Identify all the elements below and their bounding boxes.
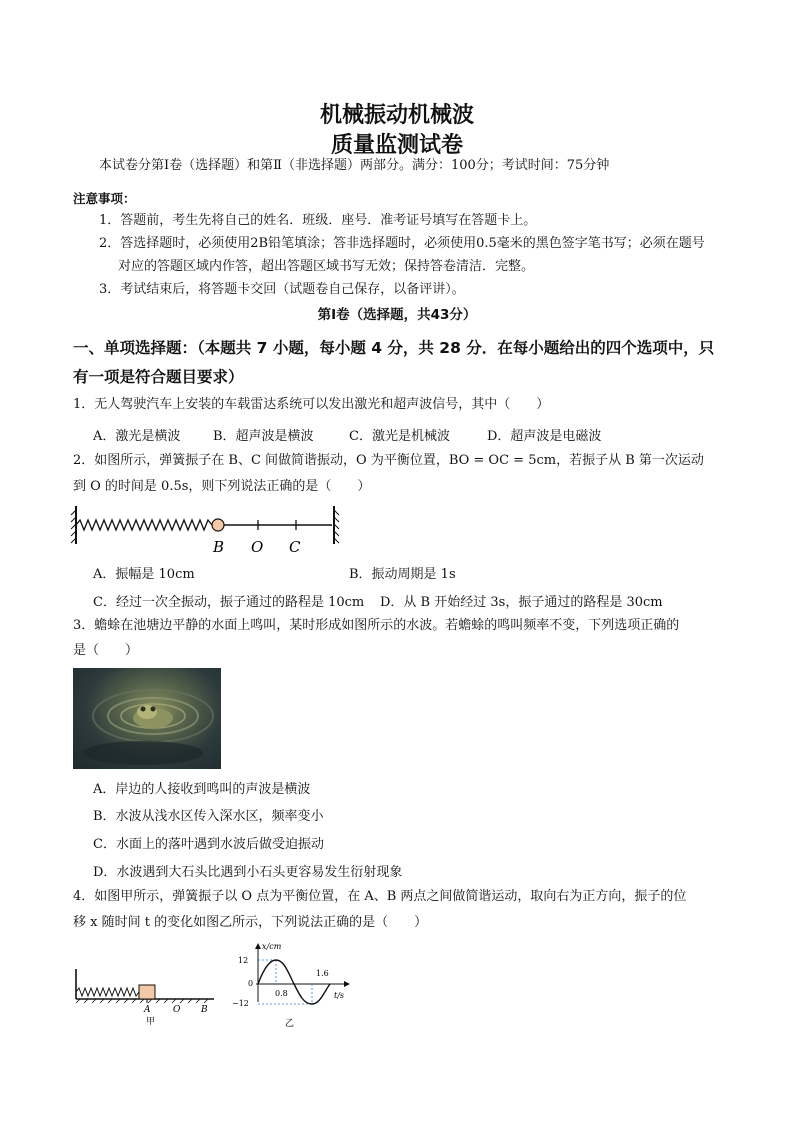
oscillator-ball — [212, 519, 224, 531]
notice-item: 2．答选择题时，必须使用2B铅笔填涂；答非选择题时，必须使用0.5毫米的黑色签字笔书写；必须在题号 — [99, 236, 705, 251]
q1-option-c: C．激光是机械波 — [349, 429, 450, 444]
figure-jia — [70, 965, 220, 1027]
q3-option-c: C．水面上的落叶遇到水波后做受迫振动 — [93, 837, 324, 852]
notice-item: 1．答题前，考生先将自己的姓名．班级．座号．准考证号填写在答题卡上。 — [99, 213, 537, 228]
q1-option-b: B．超声波是横波 — [213, 429, 314, 444]
section-heading-cont: 有一项是符合题目要求） — [73, 368, 244, 386]
notice-heading: 注意事项： — [73, 191, 136, 206]
q2-option-b: B．振动周期是 1s — [349, 567, 456, 582]
exam-info: 本试卷分第Ⅰ卷（选择题）和第Ⅱ（非选择题）两部分。满分：100分；考试时间：75分钟 — [99, 158, 610, 173]
title-line-1: 机械振动机械波 — [319, 103, 474, 128]
y-tick-neg12: −12 — [232, 999, 249, 1008]
part1-heading: 第Ⅰ卷（选择题，共43分） — [317, 307, 477, 323]
title-line-2: 质量监测试卷 — [330, 133, 463, 158]
y-axis-label: x/cm — [262, 942, 282, 951]
label-c: C — [289, 538, 301, 556]
q3-stem: 3．蟾蜍在池塘边平静的水面上鸣叫，某时形成如图所示的水波。若蟾蜍的鸣叫频率不变，下列选项正确的 — [73, 618, 680, 633]
q2-option-d: D．从 B 开始经过 3s，振子通过的路程是 30cm — [380, 595, 663, 610]
x-tick-1.6: 1.6 — [316, 969, 329, 978]
q4-stem: 4．如图甲所示，弹簧振子以 O 点为平衡位置，在 A、B 两点之间做简谐运动，取向右为正方向，振子的位 — [73, 889, 687, 904]
q3-option-a: A．岸边的人接收到鸣叫的声波是横波 — [93, 782, 311, 797]
spring-oscillator-figure — [70, 500, 350, 558]
q1-option-a: A．激光是横波 — [93, 429, 181, 444]
label-b: B — [201, 1005, 208, 1015]
q2-stem: 2．如图所示，弹簧振子在 B、C 间做简谐振动，O 为平衡位置，BO = OC = 5cm，若振子从 B 第一次运动 — [73, 453, 704, 468]
q2-option-c: C．经过一次全振动，振子通过的路程是 10cm — [93, 595, 365, 610]
q1-option-d: D．超声波是电磁波 — [487, 429, 602, 444]
label-a: A — [144, 1005, 151, 1015]
label-b: B — [213, 538, 225, 556]
y-tick-0: 0 — [248, 979, 254, 988]
q3-stem-cont: 是（ ） — [73, 643, 139, 658]
y-tick-12: 12 — [238, 956, 249, 965]
q4-stem-cont: 移 x 随时间 t 的变化如图乙所示，下列说法正确的是（ ） — [73, 915, 428, 930]
notice-item: 对应的答题区域内作答，超出答题区域书写无效；保持答卷清洁．完整。 — [118, 259, 535, 274]
notice-item: 3．考试结束后，将答题卡交回（试题卷自己保存，以备评讲）。 — [99, 282, 465, 297]
toad-in-pond-photo — [73, 668, 221, 769]
q3-option-d: D．水波遇到大石头比遇到小石头更容易发生衍射现象 — [93, 865, 403, 880]
displacement-curve — [258, 960, 330, 1004]
caption-yi: 乙 — [285, 1019, 295, 1029]
figure-yi — [228, 940, 358, 1030]
section-heading: 一、单项选择题：（本题共 7 小题，每小题 4 分，共 28 分．在每小题给出的四个选项中，只 — [73, 339, 715, 357]
caption-jia: 甲 — [146, 1017, 156, 1027]
q1-stem: 1．无人驾驶汽车上安装的车载雷达系统可以发出激光和超声波信号，其中（ ） — [73, 397, 550, 412]
q3-option-b: B．水波从浅水区传入深水区，频率变小 — [93, 809, 324, 824]
q2-option-a: A．振幅是 10cm — [93, 567, 195, 582]
x-axis-label: t/s — [334, 991, 345, 1000]
x-tick-0.8: 0.8 — [275, 989, 288, 998]
q2-stem-cont: 到 O 的时间是 0.5s，则下列说法正确的是（ ） — [73, 479, 371, 494]
label-o: O — [251, 538, 264, 556]
label-o: O — [173, 1005, 181, 1015]
